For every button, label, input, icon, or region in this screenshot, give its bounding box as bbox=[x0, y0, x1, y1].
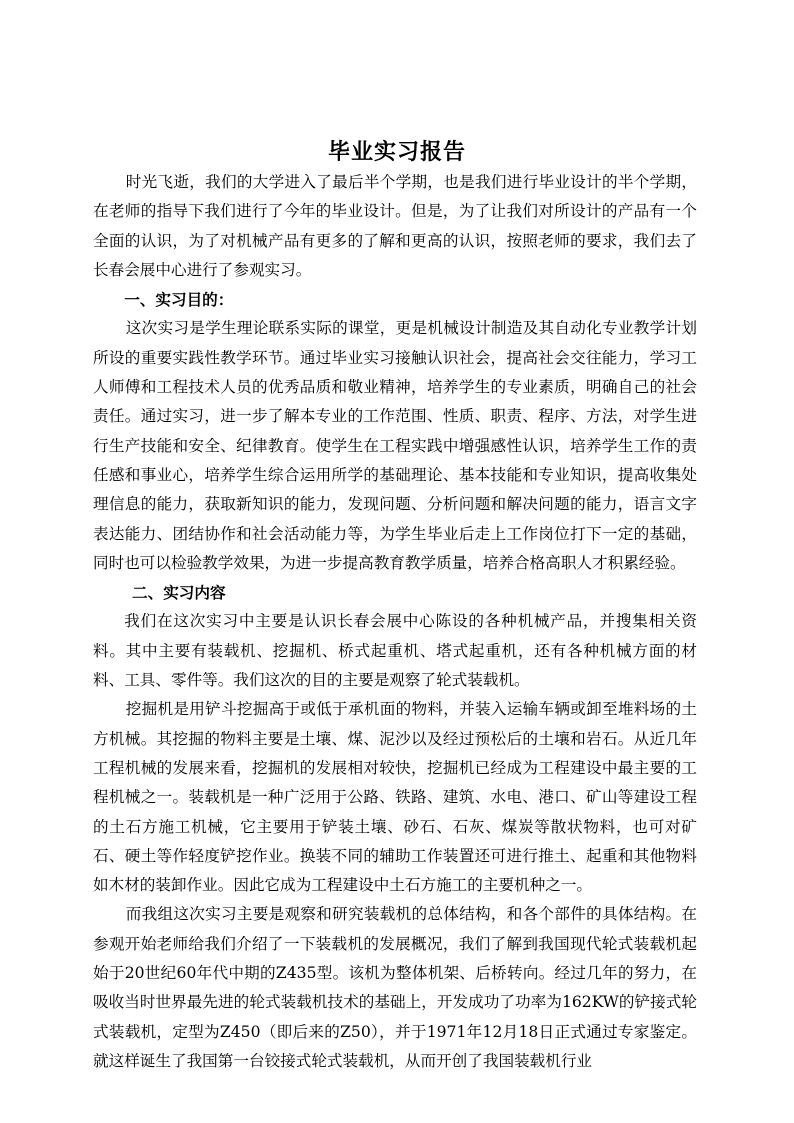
document-body bbox=[93, 168, 697, 1076]
paragraph-content: 我们在这次实习中主要是认识长春会展中心陈设的各种机械产品，并搜集相关资料。其中主要有装载机、挖掘机、桥式起重机、塔式起重机，还有各种机械方面的材料、工具、零件等。我们这次的目的主要是观察了轮式装载机。 bbox=[93, 612, 697, 690]
heading-purpose: 一、实习目的： bbox=[124, 290, 234, 310]
heading-content: 二、实习内容 bbox=[132, 583, 226, 603]
paragraph-study: 而我组这次实习主要是观察和研究装载机的总体结构，和各个部件的具体结构。在参观开始老师给我们介绍了一下装载机的发展概况，我们了解到我国现代轮式装载机起始于20世纪60年代中期的Z435型。该机为整体机架、后桥转向。经过几年的努力，在吸收当时世界最先进的轮式装载机技术的基础上，开发成功了功率为162KW的铲接式轮式装载机，定型为Z450（即后来的Z50），并于1971年12月18日正式通过专家鉴定。就这样诞生了我国第一台铰接式轮式装载机，从而开创了我国装载机行业 bbox=[93, 905, 697, 1070]
paragraph-intro: 时光飞逝，我们的大学进入了最后半个学期，也是我们进行毕业设计的半个学期，在老师的指导下我们进行了今年的毕业设计。但是，为了让我们对所设计的产品有一个全面的认识，为了对机械产品有更多的了解和更高的认识，按照老师的要求，我们去了长春会展中心进行了参观实习。 bbox=[93, 173, 697, 279]
paragraph-purpose: 这次实习是学生理论联系实际的课堂，更是机械设计制造及其自动化专业教学计划所设的重要实践性教学环节。通过毕业实习接触认识社会，提高社会交往能力，学习工人师傅和工程技术人员的优秀品质和敬业精神，培养学生的专业素质，明确自己的社会责任。通过实习，进一步了解本专业的工作范围、性质、职责、程序、方法，对学生进行生产技能和安全、纪律教育。使学生在工程实践中增强感性认识，培养学生工作的责任感和事业心，培养学生综合运用所学的基础理论、基本技能和专业知识，提高收集处理信息的能力，获取新知识的能力，发现问题、分析问题和解决问题的能力，语言文字表达能力、团结协作和社会活动能力等，为学生毕业后走上工作岗位打下一定的基础，同时也可以检验教学效果，为进一步提高教育教学质量，培养合格高职人才积累经验。 bbox=[93, 319, 697, 572]
paragraph-excavator: 挖掘机是用铲斗挖掘高于或低于承机面的物料，并装入运输车辆或卸至堆料场的土方机械。其挖掘的物料主要是土壤、煤、泥沙以及经过预松后的土壤和岩石。从近几年工程机械的发展来看，挖掘机的发展相对较快，挖掘机已经成为工程建设中最主要的工程机械之一。装载机是一种广泛用于公路、铁路、建筑、水电、港口、矿山等建设工程的土石方施工机械，它主要用于铲装土壤、砂石、石灰、煤炭等散状物料，也可对矿石、硬土等作轻度铲挖作业。换装不同的辅助工作装置还可进行推土、起重和其他物料如木材的装卸作业。因此它成为工程建设中土石方施工的主要机种之一。 bbox=[93, 700, 697, 895]
document-title: 毕业实习报告 bbox=[327, 139, 466, 165]
